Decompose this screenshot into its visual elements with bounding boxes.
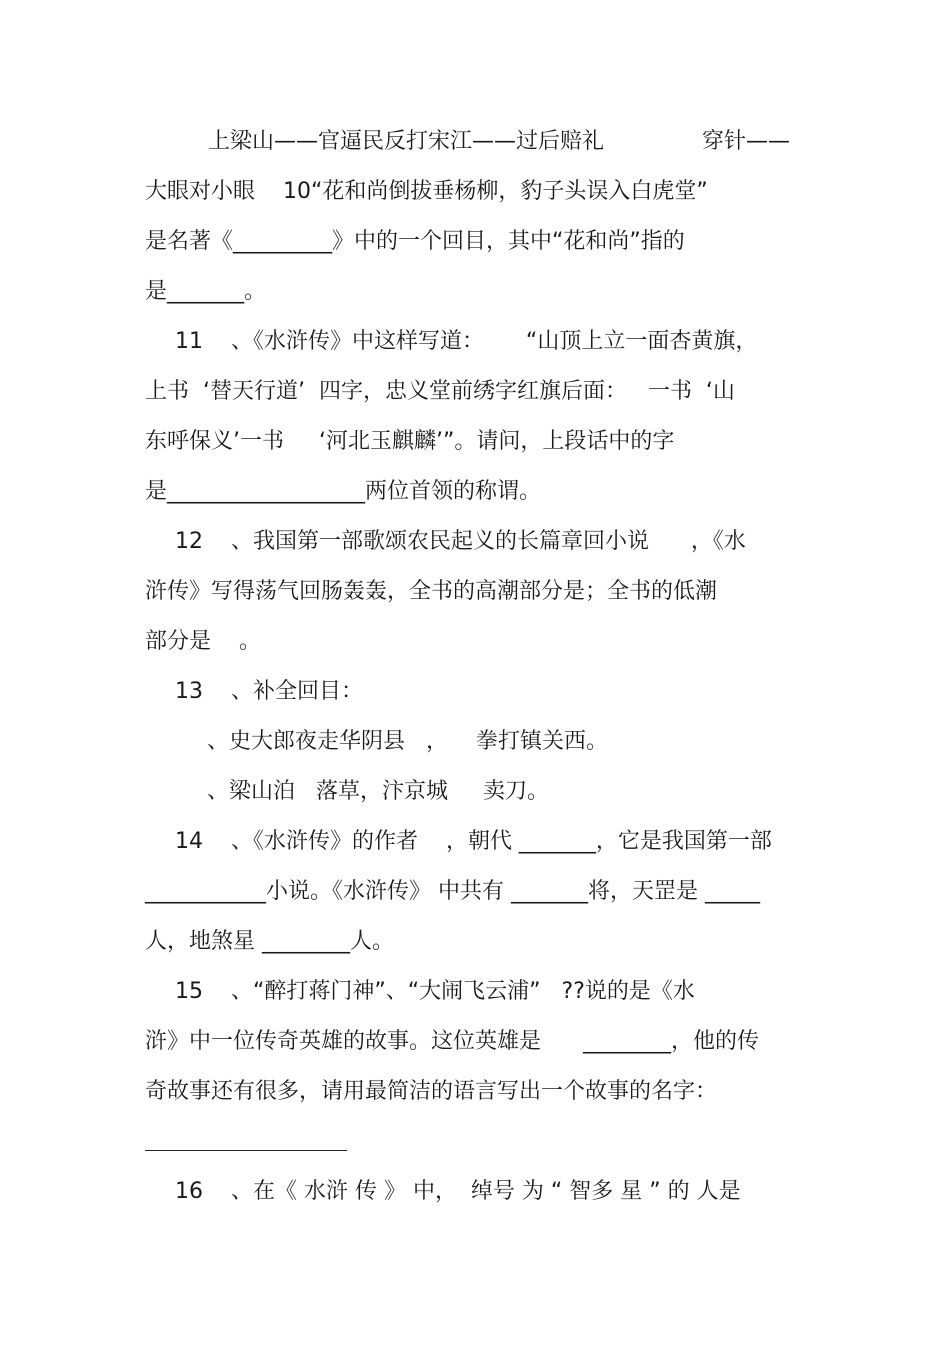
question-14-line-1: 14 、《水浒传》的作者 ，朝代 _______，它是我国第一部 <box>175 829 772 854</box>
question-14-line-2: ___________小说。《水浒传》 中共有 _______将，天罡是 _____ <box>145 879 760 904</box>
question-11-line-2: 上书 ‘替天行道’ 四字，忠义堂前绣字红旗后面： 一书 ‘山 <box>145 379 735 404</box>
question-12-line-3: 部分是 。 <box>145 629 261 654</box>
question-11-line-3: 东呼保义’一书 ‘河北玉麒麟’”。请问，上段话中的字 <box>145 429 675 454</box>
question-12-line-1: 12 、我国第一部歌颂农民起义的长篇章回小说 ，《水 <box>175 529 746 554</box>
question-14-line-3: 人，地煞星 ________人。 <box>145 929 394 954</box>
question-15-line-1: 15 、“醉打蒋门神”、“大闹飞云浦” ??说的是《水 <box>175 979 695 1004</box>
text-line-2: 大眼对小眼 10“花和尚倒拔垂杨柳，豹子头误入白虎堂” <box>145 179 708 204</box>
text-line-1: 上梁山——官逼民反打宋江——过后赔礼 <box>208 129 605 154</box>
text-line-1b: 穿针—— <box>702 129 791 154</box>
question-13-line-3: 、梁山泊 落草，汴京城 卖刀。 <box>207 779 549 804</box>
question-13-line-2: 、史大郎夜走华阴县 ， 拳打镇关西。 <box>207 729 608 754</box>
question-15-line-2: 浒》中一位传奇英雄的故事。这位英雄是 ________，他的传 <box>145 1029 759 1054</box>
question-11-line-4: 是__________________两位首领的称谓。 <box>145 479 542 504</box>
question-12-line-2: 浒传》写得荡气回肠轰轰，全书的高潮部分是；全书的低潮 <box>145 579 718 604</box>
question-16-line-1: 16 、在《 水浒 传 》 中， 绰号 为 “ 智多 星 ” 的 人是 <box>175 1179 741 1204</box>
text-line-3: 是名著《_________》中的一个回目，其中“花和尚”指的 <box>145 229 685 254</box>
question-11-line-1: 11 、《水浒传》中这样写道： “山顶上立一面杏黄旗， <box>175 329 758 354</box>
question-13-line-1: 13 、补全回目： <box>175 679 363 704</box>
text-line-4: 是_______。 <box>145 279 267 304</box>
question-15-line-3: 奇故事还有很多，请用最简洁的语言写出一个故事的名字： <box>145 1079 718 1104</box>
answer-blank-line <box>145 1150 347 1151</box>
